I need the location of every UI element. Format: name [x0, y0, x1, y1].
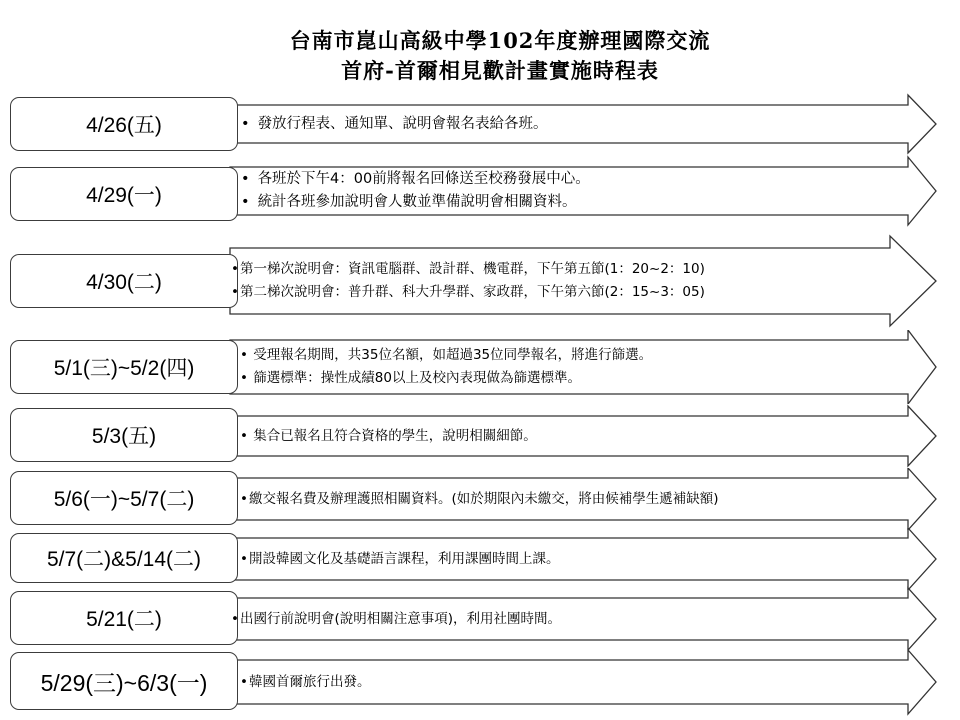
item-list [231, 598, 561, 640]
list-item [231, 608, 561, 631]
item-text: 集合已報名且符合資格的學生，說明相關細節。 [253, 427, 537, 444]
date-label: 5/7(二)&5/14(二) [46, 548, 202, 571]
item-list [240, 660, 370, 704]
date-box [10, 652, 238, 710]
schedule-row [0, 155, 960, 229]
item-text: 受理報名期間，共35位名額，如超過35位同學報名，將進行篩選。 [253, 347, 653, 363]
item-list [240, 340, 652, 394]
title-line-2: 首府-首爾相見歡計畫實施時程表 [341, 58, 659, 83]
list-item [240, 425, 537, 448]
list-item [241, 191, 590, 214]
bullet-icon: • [240, 490, 248, 507]
date-label: 5/6(一)~5/7(二) [53, 488, 195, 511]
schedule-row [0, 586, 960, 650]
list-item [231, 281, 705, 304]
bullet-icon: • [231, 261, 239, 277]
date-box [10, 591, 238, 645]
list-item [240, 548, 559, 571]
item-list [240, 478, 719, 520]
item-list [240, 538, 559, 580]
schedule-row [0, 468, 960, 530]
schedule-row [0, 234, 960, 328]
item-text: 出國行前說明會(說明相關注意事項)，利用社團時間。 [239, 610, 562, 627]
item-list [240, 416, 537, 456]
date-box [10, 408, 238, 462]
item-text: 發放行程表、通知單、說明會報名表給各班。 [257, 115, 548, 132]
date-label: 5/29(三)~6/3(一) [40, 669, 208, 696]
bullet-icon: • [241, 115, 250, 132]
item-list [241, 105, 548, 143]
item-text: 第一梯次說明會：資訊電腦群、設計群、機電群，下午第五節(1：20~2：10) [239, 261, 705, 277]
bullet-icon: • [231, 284, 239, 300]
bullet-icon: • [240, 550, 248, 567]
list-item [231, 258, 705, 281]
document-title [0, 26, 960, 86]
item-text: 各班於下午4：00前將報名回條送至校務發展中心。 [257, 171, 590, 187]
schedule-row [0, 93, 960, 157]
date-label: 5/1(三)~5/2(四) [53, 357, 195, 380]
date-box [10, 254, 238, 308]
date-label: 4/30(二) [86, 271, 162, 294]
item-text: 統計各班參加說明會人數並準備說明會相關資料。 [257, 194, 577, 210]
title-line-1: 台南市崑山高級中學102年度辦理國際交流 [289, 28, 711, 53]
date-box [10, 471, 238, 525]
list-item [241, 168, 590, 191]
date-label: 5/3(五) [91, 425, 157, 448]
date-label: 4/29(一) [86, 184, 162, 207]
bullet-icon: • [240, 427, 248, 444]
item-list [231, 254, 705, 308]
schedule-row [0, 650, 960, 718]
list-item [240, 344, 652, 367]
date-label: 5/21(二) [86, 608, 162, 631]
date-box [10, 340, 238, 394]
list-item [241, 113, 548, 136]
schedule-row [0, 330, 960, 404]
date-box [10, 167, 238, 221]
item-text: 篩選標準：操性成績80以上及校內表現做為篩選標準。 [253, 370, 581, 386]
schedule-row [0, 404, 960, 468]
bullet-icon: • [240, 370, 248, 386]
item-text: 第二梯次說明會：普升群、科大升學群、家政群，下午第六節(2：15~3：05) [239, 284, 705, 300]
bullet-icon: • [240, 347, 248, 363]
date-box [10, 97, 238, 151]
bullet-icon: • [240, 673, 248, 690]
item-text: 開設韓國文化及基礎語言課程，利用課團時間上課。 [248, 550, 560, 567]
list-item [240, 367, 652, 390]
item-list [241, 167, 590, 215]
bullet-icon: • [231, 610, 239, 627]
bullet-icon: • [241, 171, 250, 187]
bullet-icon: • [241, 194, 250, 210]
item-text: 韓國首爾旅行出發。 [248, 673, 371, 690]
date-box [10, 533, 238, 583]
list-item [240, 488, 719, 511]
list-item [240, 671, 370, 694]
item-text: 繳交報名費及辦理護照相關資料。(如於期限內未繳交，將由候補學生遞補缺額) [248, 490, 719, 507]
date-label: 4/26(五) [86, 114, 162, 137]
schedule-row [0, 528, 960, 590]
